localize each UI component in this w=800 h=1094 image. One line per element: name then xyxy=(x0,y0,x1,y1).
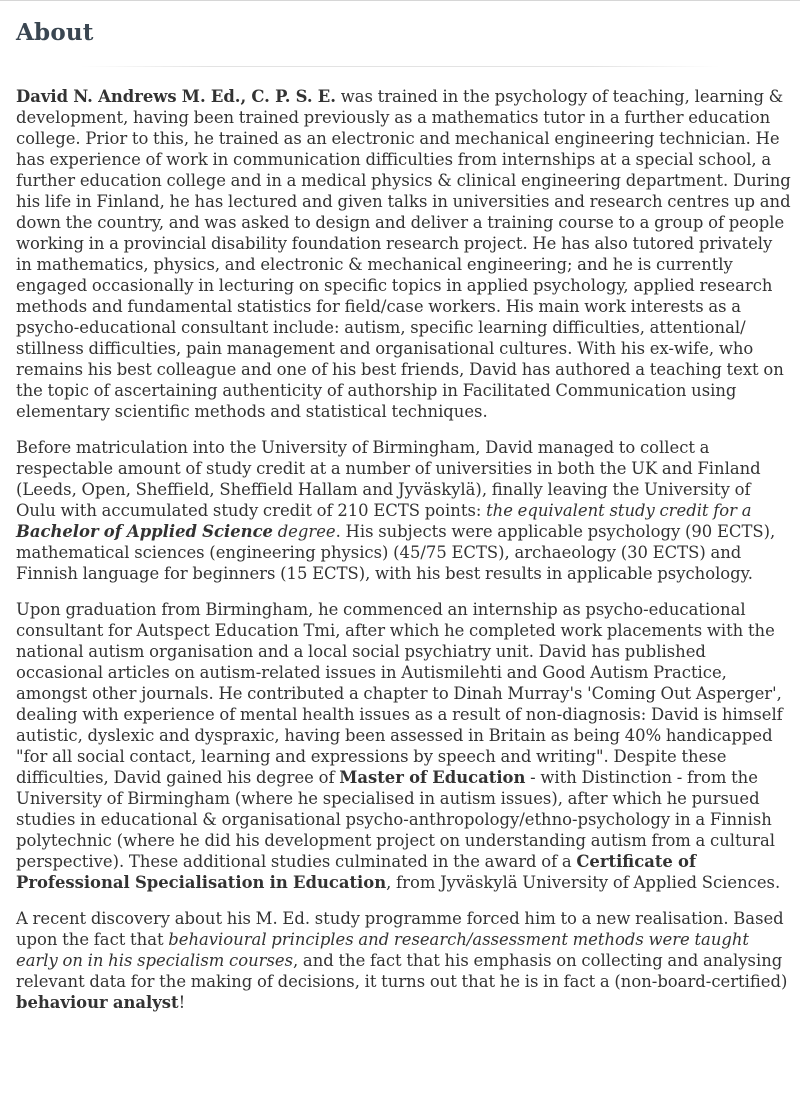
text-segment: , from Jyväskylä University of Applied Sciences. xyxy=(386,873,781,892)
text-segment: was trained in the psychology of teaching, learning & development, having been trained previously as a mathematics tutor in a further education college. Prior to this, he trained as an electronic and mechanical engineering technician. He has experience of work in communication difficulties from internships at a special school, a further education college and in a medical physics & clinical engineering department. During his life in Finland, he has lectured and given talks in universities and research centres up and down the country, and was asked to design and deliver a training course to a group of people working in a provincial disability foundation research project. He has also tutored privately in mathematics, physics, and electronic & mechanical engineering; and he is currently engaged occasionally in lecturing on specific topics in applied psychology, applied research methods and fundamental statistics for field/case workers. His main work interests as a psycho-educational consultant include: autism, specific learning difficulties, attentional/ stillness difficulties, pain management and organisational cultures. With his ex-wife, who remains his best colleague and one of his best friends, David has authored a teaching text on the topic of ascertaining authenticity of authorship in Facilitated Communication using elementary scientific methods and statistical techniques. xyxy=(16,87,791,421)
top-border xyxy=(0,0,800,1)
about-content xyxy=(16,86,792,1028)
bio-paragraph-1 xyxy=(16,86,792,422)
text-segment: Before matriculation into the University of Birmingham, David managed to collect a respectable amount of study credit at a number of universities in both the UK and Finland (Leeds, Open, Sheffield, Sheffield Hallam and Jyväskylä), finally leaving the University of Oulu with accumulated study credit of 210 ECTS points: xyxy=(16,438,761,520)
bio-paragraph-3 xyxy=(16,599,792,893)
bio-paragraph-2 xyxy=(16,437,792,584)
text-segment: Master of Education xyxy=(339,768,526,787)
text-segment: Bachelor of Applied Science xyxy=(16,522,273,541)
text-segment: degree xyxy=(272,522,336,541)
title-divider xyxy=(80,66,720,67)
text-segment: ! xyxy=(178,993,186,1012)
text-segment: Upon graduation from Birmingham, he commenced an internship as psycho-educational consultant for Autspect Education Tmi, after which he completed work placements with the national autism organisation and a local social psychiatry unit. David has published occasional articles on autism-related issues in Autismilehti and Good Autism Practice, amongst other journals. He contributed a chapter to Dinah Murray's 'Coming Out Asperger', dealing with experience of mental health issues as a result of non-diagnosis: David is himself autistic, dyslexic and dyspraxic, having been assessed in Britain as being 40% handicapped "for all social contact, learning and expressions by speech and writing". Despite these difficulties, David gained his degree of xyxy=(16,600,783,787)
text-segment: . His subjects were applicable psychology (90 ECTS), mathematical sciences (engineering physics) (45/75 ECTS), archaeology (30 ECTS) and Finnish language for beginners (15 ECTS), with his best results in applicable psychology. xyxy=(16,522,776,583)
text-segment: , and the fact that his emphasis on collecting and analysing relevant data for the making of decisions, it turns out that he is in fact a (non-board-certified) xyxy=(16,951,788,991)
text-segment: behavioural principles and research/assessment methods were taught early on in his specialism courses xyxy=(16,930,750,970)
text-segment: Certificate of Professional Specialisation in Education xyxy=(16,852,697,892)
text-segment: A recent discovery about his M. Ed. study programme forced him to a new realisation. Based upon the fact that xyxy=(16,909,784,949)
text-segment: - with Distinction - from the University of Birmingham (where he specialised in autism issues), after which he pursued studies in educational & organisational psycho-anthropology/ethno-psychology in a Finnish polytechnic (where he did his development project on understanding autism from a cultural perspective). These additional studies culminated in the award of a xyxy=(16,768,776,871)
text-segment: the equivalent study credit for a xyxy=(486,501,752,520)
bio-paragraph-4 xyxy=(16,908,792,1013)
text-segment: David N. Andrews M. Ed., C. P. S. E. xyxy=(16,87,336,106)
text-segment: behaviour analyst xyxy=(16,993,179,1012)
page-title: About xyxy=(16,19,94,46)
